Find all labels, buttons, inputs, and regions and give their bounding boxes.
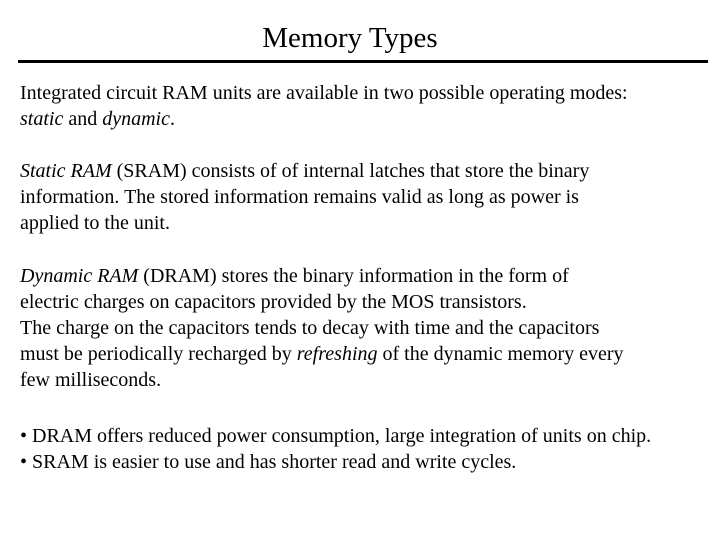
intro-line-2 <box>20 106 715 132</box>
dram-line-5: few milliseconds. <box>20 369 162 391</box>
bullet-item-dram: • DRAM offers reduced power consumption, large integration of units on chip. <box>20 425 652 447</box>
and-text: and <box>63 108 103 130</box>
dram-line-1 <box>20 263 715 289</box>
sram-term: Static RAM <box>20 160 112 182</box>
static-term: static <box>20 108 64 130</box>
dram-line-2: electric charges on capacitors provided by the MOS transistors. <box>20 291 527 313</box>
dram-line-1-text: (DRAM) stores the binary information in the form of <box>138 265 569 287</box>
dynamic-term: dynamic <box>102 108 170 130</box>
title-underline <box>18 60 708 63</box>
sram-line-1 <box>20 158 715 184</box>
sram-line-2: information. The stored information remains valid as long as power is <box>20 186 579 208</box>
bullet-list <box>20 423 715 475</box>
sram-paragraph <box>20 158 715 236</box>
refreshing-term: refreshing <box>296 343 378 365</box>
sram-line-3: applied to the unit. <box>20 212 170 234</box>
intro-paragraph <box>20 80 715 132</box>
dram-line-4 <box>20 341 715 367</box>
slide-title: Memory Types <box>262 22 438 54</box>
dram-line-3: The charge on the capacitors tends to decay with time and the capacitors <box>20 317 600 339</box>
dram-line-4-before: must be periodically recharged by <box>20 343 297 365</box>
sram-line-1-text: (SRAM) consists of of internal latches that store the binary <box>111 160 590 182</box>
dram-line-4-after: of the dynamic memory every <box>377 343 624 365</box>
dram-paragraph <box>20 263 715 393</box>
bullet-item-sram: • SRAM is easier to use and has shorter read and write cycles. <box>20 451 517 473</box>
dram-term: Dynamic RAM <box>20 265 139 287</box>
intro-period: . <box>170 108 175 130</box>
intro-line-1: Integrated circuit RAM units are available in two possible operating modes: <box>20 82 628 104</box>
